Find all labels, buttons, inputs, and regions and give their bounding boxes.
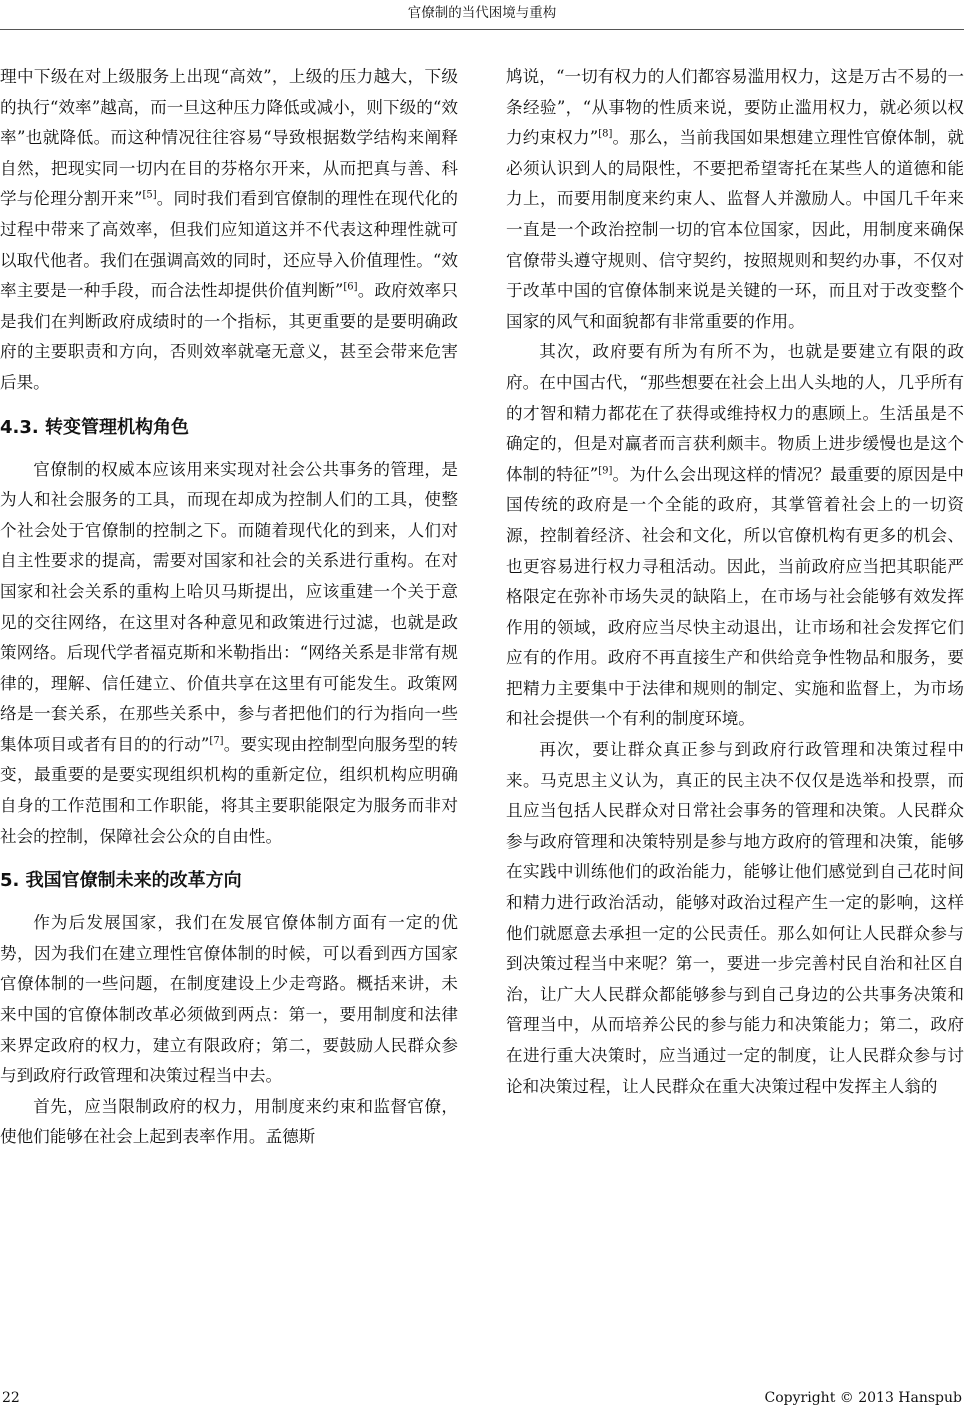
citation-5: [5] [142, 189, 157, 201]
citation-7: [7] [209, 735, 224, 747]
paragraph-limited-government: 其次，政府要有所为有所不为，也就是要建立有限的政府。在中国古代，“那些想要在社会上出人头地的人，几乎所有的才智和精力都花在了获得或维持权力的惠顾上。生活虽是不确定的，但是对赢者而言获利颇丰。物质上进步缓慢也是这个体制的特征”[9]。为什么会出现这样的情况？最重要的原因是中国传统的政府是一个全能的政府，其掌管着社会上的一切资源，控制着经济、社会和文化，所以官僚机构有更多的机会、也更容易进行权力寻租活动。因此，当前政府应当把其职能严格限定在弥补市场失灵的缺陷上，在市场与社会能够有效发挥作用的领域，政府应当尽快主动退出，让市场和社会发挥它们应有的作用。政府不再直接生产和供给竞争性物品和服务，要把精力主要集中于法律和规则的制定、实施和监督上，为市场和社会提供一个有利的制度环境。 [506, 342, 964, 729]
section-heading-5: 5. 我国官僚制未来的改革方向 [0, 870, 242, 892]
paragraph-reform-intro: 作为后发展国家，我们在发展官僚体制方面有一定的优势，因为我们在建立理性官僚体制的时候，可以看到西方国家官僚体制的一些问题，在制度建设上少走弯路。概括来讲，未来中国的官僚体制改革必须做到两点：第一，要用制度和法律来界定政府的权力，建立有限政府；第二，要鼓励人民群众参与到政府行政管理和决策过程当中去。 [0, 913, 458, 1086]
citation-6: [6] [343, 281, 358, 293]
paragraph-montesquieu: 鸠说，“一切有权力的人们都容易滥用权力，这是万古不易的一条经验”，“从事物的性质来说，要防止滥用权力，就必须以权力约束权力”[8]。那么，当前我国如果想建立理性官僚体制，就必须认识到人的局限性，不要把希望寄托在某些人的道德和能力上，而要用制度来约束人、监督人并激励人。中国几千年来一直是一个政治控制一切的官本位国家，因此，用制度来确保官僚带头遵守规则、信守契约，按照规则和契约办事，不仅对于改革中国的官僚体制来说是关键的一环，而且对于改变整个国家的风气和面貌都有非常重要的作用。 [506, 67, 964, 331]
left-column [0, 62, 458, 1153]
right-column [506, 62, 964, 1102]
citation-8: [8] [598, 128, 613, 140]
page-number: 22 [2, 1390, 20, 1406]
paragraph-agency-role: 官僚制的权威本应该用来实现对社会公共事务的管理，是为人和社会服务的工具，而现在却成为控制人们的工具，使整个社会处于官僚制的控制之下。而随着现代化的到来，人们对自主性要求的提高，需要对国家和社会的关系进行重构。在对国家和社会关系的重构上哈贝马斯提出，应该重建一个关于意见的交往网络，在这里对各种意见和政策进行过滤，也就是政策网络。后现代学者福克斯和米勒指出：“网络关系是非常有规律的，理解、信任建立、价值共享在这里有可能发生。政策网络是一套关系，在那些关系中，参与者把他们的行为指向一些集体项目或者有目的的行动”[7]。要实现由控制型向服务型的转变，最重要的是要实现组织机构的重新定位，组织机构应明确自身的工作范围和工作职能，将其主要职能限定为服务而非对社会的控制，保障社会公众的自由性。 [0, 459, 459, 846]
running-header [0, 0, 964, 30]
paragraph-first-point: 首先，应当限制政府的权力，用制度来约束和监督官僚，使他们能够在社会上起到表率作用。孟德斯 [0, 1096, 458, 1147]
paragraph-efficiency: 理中下级在对上级服务上出现“高效”，上级的压力越大，下级的执行“效率”越高，而一旦这种压力降低或减小，则下级的“效率”也就降低。而这种情况往往容易“导致根据数学结构来阐释自然，把现实同一切内在目的芬格尔开来，从而把真与善、科学与伦理分割开来”[5]。同时我们看到官僚制的理性在现代化的过程中带来了高效率，但我们应知道这并不代表这种理性就可以取代他者。我们在强调高效的同时，还应导入价值理性。“效率主要是一种手段，而合法性却提供价值判断”[6]。政府效率只是我们在判断政府成绩时的一个指标，其更重要的是要明确政府的主要职责和方向，否则效率就毫无意义，甚至会带来危害后果。 [0, 67, 459, 392]
running-title: 官僚制的当代困境与重构 [407, 5, 557, 21]
citation-9: [9] [598, 465, 613, 477]
section-heading-4-3: 4.3. 转变管理机构角色 [0, 416, 189, 438]
copyright-notice: Copyright © 2013 Hanspub [764, 1390, 962, 1406]
paragraph-public-participation: 再次，要让群众真正参与到政府行政管理和决策过程中来。马克思主义认为，真正的民主决不仅仅是选举和投票，而且应当包括人民群众对日常社会事务的管理和决策。人民群众参与政府管理和决策特别是参与地方政府的管理和决策，能够在实践中训练他们的政治能力，能够让他们感觉到自己花时间和精力进行政治活动，能够对政治过程产生一定的影响，这样他们就愿意去承担一定的公民责任。那么如何让人民群众参与到决策过程当中来呢？第一，要进一步完善村民自治和社区自治，让广大人民群众都能够参与到自己身边的公共事务决策和管理当中，从而培养公民的参与能力和决策能力；第二，政府在进行重大决策时，应当通过一定的制度，让人民群众参与讨论和决策过程，让人民群众在重大决策过程中发挥主人翁的 [506, 740, 964, 1096]
